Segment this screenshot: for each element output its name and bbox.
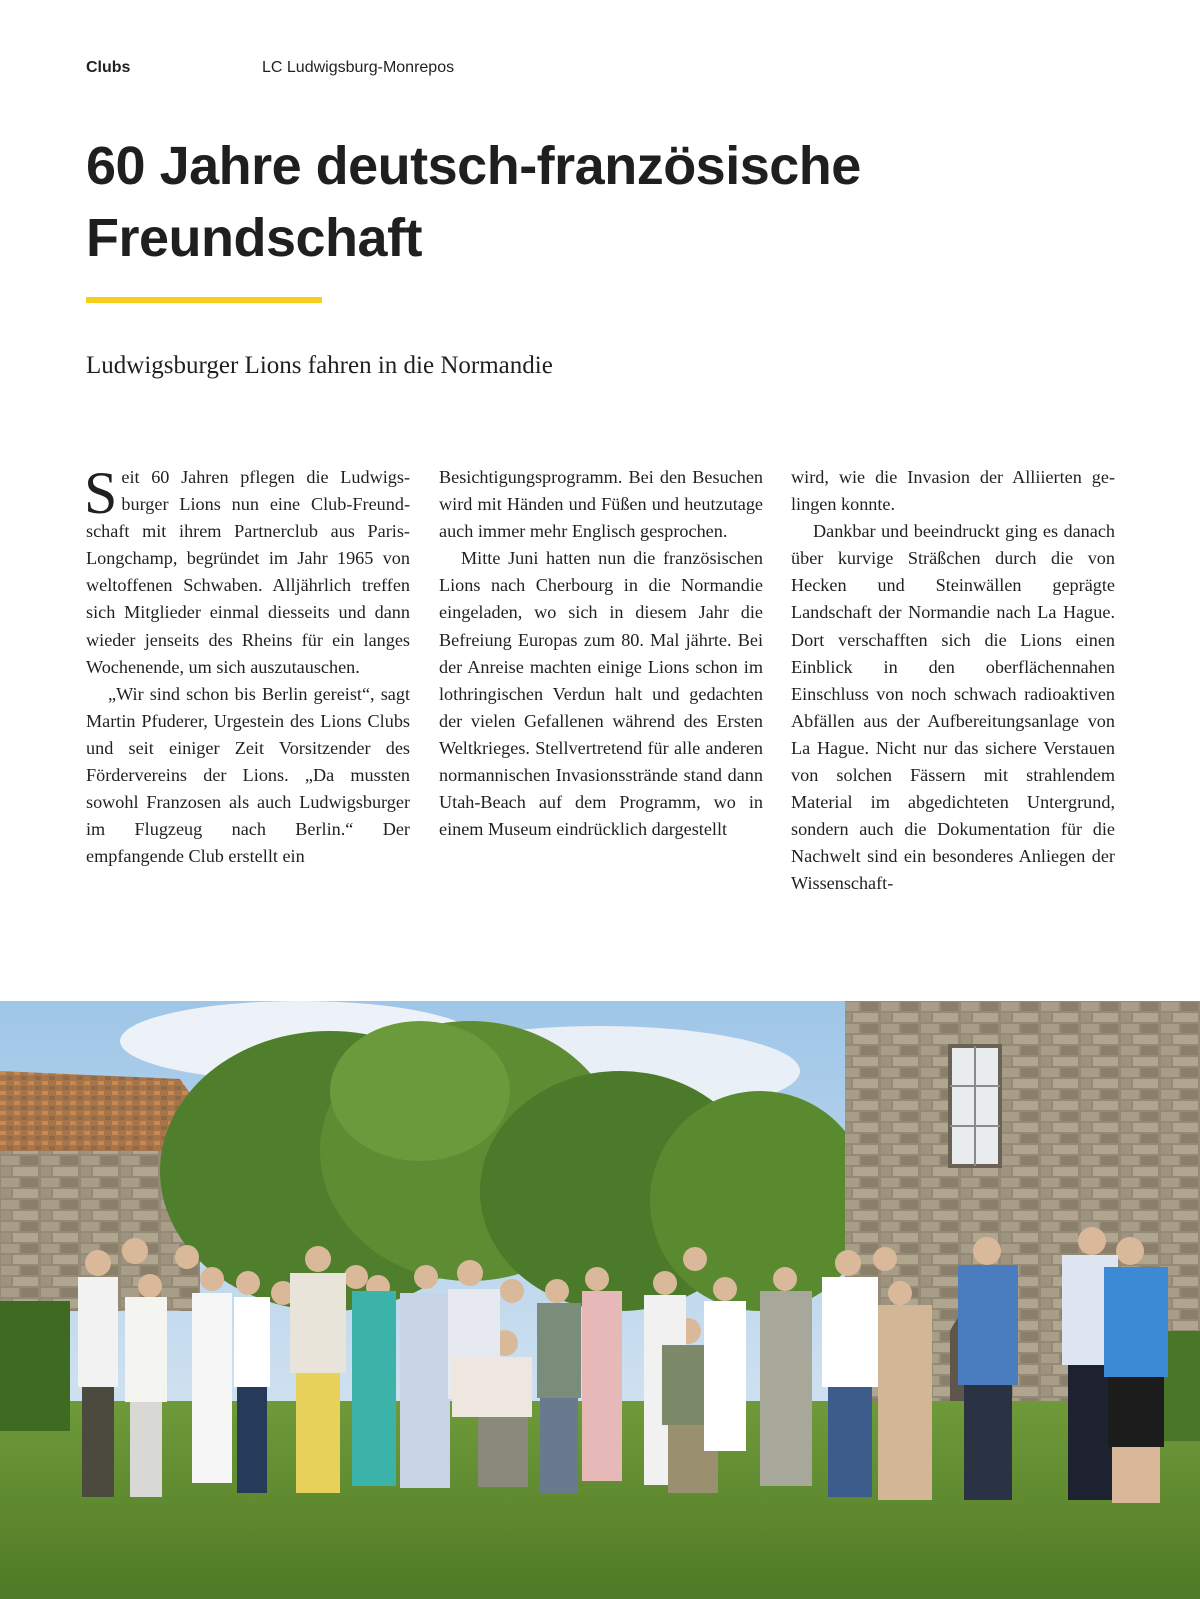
text-column-2	[439, 464, 763, 843]
drop-cap: S	[84, 460, 118, 526]
group-photo-illustration	[0, 1001, 1200, 1599]
paragraph	[84, 460, 410, 681]
paragraph: Besichtigungsprogramm. Bei den Besuchen wird mit Händen und Füßen und heutzutage auch immer mehr Englisch gesprochen.	[439, 467, 763, 542]
paragraph: Mitte Juni hatten nun die französischen Lions nach Cherbourg in die Normandie eingeladen, wo sich in diesem Jahr die Befreiung Europas zum 80. Mal jährte. Bei der Anreise machten einige Lions schon im lothringischen Verdun halt und gedachten der vielen Gefallenen während des Ersten Weltkrieges. Stellvertretend für alle anderen normannischen Invasionsstrände stand dann Utah-Beach auf dem Programm, wo in einem Museum eindrücklich dargestellt	[439, 548, 763, 840]
text-column-3	[791, 464, 1115, 898]
club-name: LC Ludwigsburg-Monrepos	[262, 59, 455, 76]
article-title	[86, 130, 1086, 274]
group-photo	[0, 1001, 1200, 1599]
title-line-1: 60 Jahre deutsch-französische	[86, 136, 861, 196]
paragraph: wird, wie die Invasion der Alliierten gelingen konnte.	[791, 467, 1115, 515]
accent-rule	[86, 297, 322, 303]
paragraph: Dankbar und beeindruckt ging es danach über kurvige Sträßchen durch die von Hecken und Steinwällen geprägte Landschaft der Normandie nach La Hague. Dort verschafften sich die Lions einen Einblick in den oberflächennahen Einschluss von noch schwach radioaktiven Abfällen aus der Aufbereitungsanlage von La Hague. Nicht nur das sichere Verstauen von solchen Fässern mit strahlendem Material im abgedichteten Untergrund, sondern auch die Dokumentation für die Nachwelt sind ein besonderes Anliegen der Wissenschaft-	[791, 521, 1115, 894]
article-subtitle: Ludwigsburger Lions fahren in die Normandie	[86, 352, 553, 379]
title-line-2: Freundschaft	[86, 208, 423, 268]
paragraph: „Wir sind schon bis Berlin gereist“, sagt Martin Pfuderer, Urgestein des Lions Clubs und seit einiger Zeit Vorsitzender des Fördervereins der Lions. „Da mussten sowohl Franzosen als auch Ludwigsburger im Flugzeug nach Berlin.“ Der empfangende Club erstellt ein	[86, 683, 410, 867]
text-column-1	[84, 460, 410, 870]
section-label: Clubs	[86, 59, 131, 76]
paragraph-text: eit 60 Jahren pflegen die Ludwigsburger Lions nun eine Club-Freundschaft mit ihrem Partnerclub aus Paris-Longchamp, begründet im Jahr 1965 von weltoffenen Schwaben. Alljährlich treffen sich Mitglieder einmal diesseits und dann wieder jenseits des Rheins für ein langes Wochenende, um sich auszutauschen.	[86, 467, 410, 677]
article-body	[84, 460, 1116, 904]
